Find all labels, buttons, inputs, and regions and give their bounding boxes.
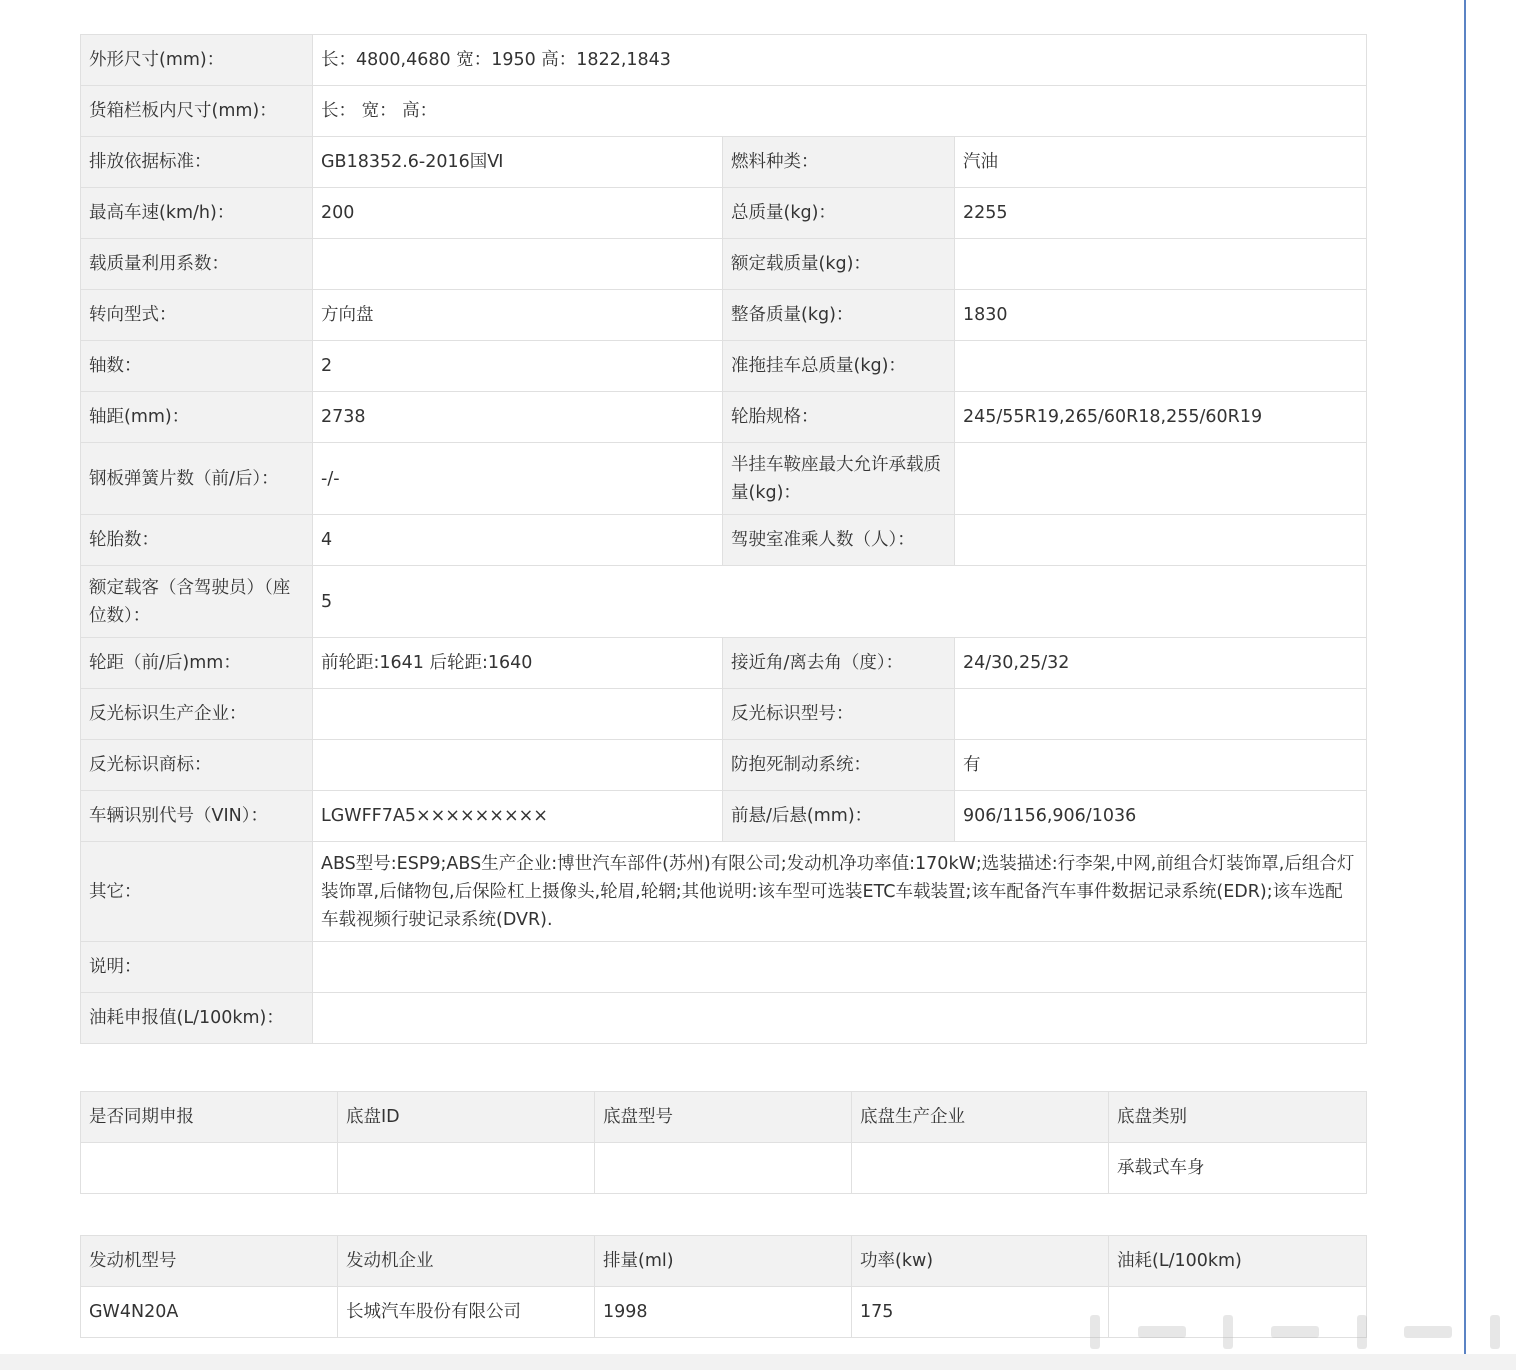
column-header: 底盘ID bbox=[338, 1092, 595, 1143]
table-row bbox=[81, 638, 1367, 689]
fuel-value: 汽油 bbox=[955, 137, 1367, 188]
table-cell: 1998 bbox=[595, 1287, 852, 1338]
tire-count-value: 4 bbox=[313, 515, 723, 566]
column-header: 发动机企业 bbox=[338, 1236, 595, 1287]
dims-label: 外形尺寸(mm)： bbox=[81, 35, 313, 86]
table-row bbox=[81, 86, 1367, 137]
bottom-band bbox=[0, 1354, 1516, 1370]
table-row bbox=[81, 740, 1367, 791]
table-cell bbox=[338, 1143, 595, 1194]
table-cell bbox=[852, 1143, 1109, 1194]
table-row bbox=[81, 566, 1367, 638]
overhang-value: 906/1156,906/1036 bbox=[955, 791, 1367, 842]
table-row bbox=[81, 290, 1367, 341]
tire-count-label: 轮胎数： bbox=[81, 515, 313, 566]
table-row bbox=[81, 392, 1367, 443]
passengers-value: 5 bbox=[313, 566, 1367, 638]
table-row bbox=[81, 188, 1367, 239]
table-cell bbox=[595, 1143, 852, 1194]
column-header: 是否同期申报 bbox=[81, 1092, 338, 1143]
speed-label: 最高车速(km/h)： bbox=[81, 188, 313, 239]
page-border-line bbox=[1464, 0, 1466, 1370]
cargo-label: 货箱栏板内尺寸(mm)： bbox=[81, 86, 313, 137]
watermark-graphic bbox=[1090, 1312, 1500, 1352]
angle-label: 接近角/离去角（度）： bbox=[723, 638, 955, 689]
load-coef-label: 载质量利用系数： bbox=[81, 239, 313, 290]
table-cell bbox=[81, 1143, 338, 1194]
trailer-value bbox=[955, 341, 1367, 392]
table-row bbox=[81, 443, 1367, 515]
cab-label: 驾驶室准乘人数（人）： bbox=[723, 515, 955, 566]
wheelbase-value: 2738 bbox=[313, 392, 723, 443]
dims-value: 长：4800,4680 宽：1950 高：1822,1843 bbox=[313, 35, 1367, 86]
column-header: 底盘型号 bbox=[595, 1092, 852, 1143]
table-header-row bbox=[81, 1092, 1367, 1143]
table-header-row bbox=[81, 1236, 1367, 1287]
rated-load-label: 额定载质量(kg)： bbox=[723, 239, 955, 290]
total-mass-label: 总质量(kg)： bbox=[723, 188, 955, 239]
fuel-consumption-value bbox=[313, 993, 1367, 1044]
column-header: 底盘类别 bbox=[1109, 1092, 1367, 1143]
watermark-mark bbox=[1271, 1326, 1319, 1338]
curb-mass-value: 1830 bbox=[955, 290, 1367, 341]
table-row bbox=[81, 689, 1367, 740]
watermark-mark bbox=[1090, 1315, 1100, 1349]
table-row bbox=[81, 341, 1367, 392]
tire-spec-value: 245/55R19,265/60R18,255/60R19 bbox=[955, 392, 1367, 443]
trailer-label: 准拖挂车总质量(kg)： bbox=[723, 341, 955, 392]
saddle-label: 半挂车鞍座最大允许承载质量(kg)： bbox=[723, 443, 955, 515]
note-value bbox=[313, 942, 1367, 993]
wheelbase-label: 轴距(mm)： bbox=[81, 392, 313, 443]
watermark-mark bbox=[1357, 1315, 1367, 1349]
tire-spec-label: 轮胎规格： bbox=[723, 392, 955, 443]
load-coef-value bbox=[313, 239, 723, 290]
watermark-mark bbox=[1138, 1326, 1186, 1338]
fuel-consumption-label: 油耗申报值(L/100km)： bbox=[81, 993, 313, 1044]
speed-value: 200 bbox=[313, 188, 723, 239]
rated-load-value bbox=[955, 239, 1367, 290]
other-value: ABS型号:ESP9;ABS生产企业:博世汽车部件(苏州)有限公司;发动机净功率值:170kW;选装描述:行李架,中网,前组合灯装饰罩,后组合灯装饰罩,后储物包,后保险杠上摄像头,轮眉,轮辋;其他说明:该车型可选装ETC车载装置;该车配备汽车事件数据记录系统(EDR);该车选配车载视频行驶记录系统(DVR). bbox=[313, 842, 1367, 942]
emission-label: 排放依据标准： bbox=[81, 137, 313, 188]
other-label: 其它： bbox=[81, 842, 313, 942]
axles-value: 2 bbox=[313, 341, 723, 392]
table-row bbox=[81, 993, 1367, 1044]
reflect-maker-label: 反光标识生产企业： bbox=[81, 689, 313, 740]
table-row bbox=[81, 239, 1367, 290]
table-row bbox=[81, 35, 1367, 86]
abs-value: 有 bbox=[955, 740, 1367, 791]
reflect-brand-value bbox=[313, 740, 723, 791]
chassis-table bbox=[80, 1091, 1367, 1194]
watermark-mark bbox=[1223, 1315, 1233, 1349]
reflect-model-value bbox=[955, 689, 1367, 740]
column-header: 发动机型号 bbox=[81, 1236, 338, 1287]
watermark-mark bbox=[1404, 1326, 1452, 1338]
watermark-mark bbox=[1490, 1315, 1500, 1349]
steering-label: 转向型式： bbox=[81, 290, 313, 341]
spring-label: 钢板弹簧片数（前/后）： bbox=[81, 443, 313, 515]
table-row bbox=[81, 791, 1367, 842]
cab-value bbox=[955, 515, 1367, 566]
reflect-maker-value bbox=[313, 689, 723, 740]
table-row bbox=[81, 515, 1367, 566]
spring-value: -/- bbox=[313, 443, 723, 515]
table-cell: 长城汽车股份有限公司 bbox=[338, 1287, 595, 1338]
axles-label: 轴数： bbox=[81, 341, 313, 392]
saddle-value bbox=[955, 443, 1367, 515]
cargo-value: 长： 宽： 高： bbox=[313, 86, 1367, 137]
vehicle-spec-table bbox=[80, 34, 1367, 1044]
column-header: 功率(kw) bbox=[852, 1236, 1109, 1287]
table-row bbox=[81, 1143, 1367, 1194]
angle-value: 24/30,25/32 bbox=[955, 638, 1367, 689]
vin-value: LGWFF7A5××××××××× bbox=[313, 791, 723, 842]
total-mass-value: 2255 bbox=[955, 188, 1367, 239]
passengers-label: 额定载客（含驾驶员）（座位数）： bbox=[81, 566, 313, 638]
curb-mass-label: 整备质量(kg)： bbox=[723, 290, 955, 341]
fuel-label: 燃料种类： bbox=[723, 137, 955, 188]
note-label: 说明： bbox=[81, 942, 313, 993]
vin-label: 车辆识别代号（VIN）： bbox=[81, 791, 313, 842]
table-row bbox=[81, 137, 1367, 188]
table-row bbox=[81, 842, 1367, 942]
column-header: 排量(ml) bbox=[595, 1236, 852, 1287]
reflect-model-label: 反光标识型号： bbox=[723, 689, 955, 740]
column-header: 油耗(L/100km) bbox=[1109, 1236, 1367, 1287]
table-cell: 承载式车身 bbox=[1109, 1143, 1367, 1194]
reflect-brand-label: 反光标识商标： bbox=[81, 740, 313, 791]
table-row bbox=[81, 942, 1367, 993]
column-header: 底盘生产企业 bbox=[852, 1092, 1109, 1143]
track-value: 前轮距:1641 后轮距:1640 bbox=[313, 638, 723, 689]
emission-value: GB18352.6-2016国Ⅵ bbox=[313, 137, 723, 188]
abs-label: 防抱死制动系统： bbox=[723, 740, 955, 791]
steering-value: 方向盘 bbox=[313, 290, 723, 341]
table-cell: GW4N20A bbox=[81, 1287, 338, 1338]
track-label: 轮距（前/后)mm： bbox=[81, 638, 313, 689]
table-cell: 175 bbox=[852, 1287, 1109, 1338]
overhang-label: 前悬/后悬(mm)： bbox=[723, 791, 955, 842]
